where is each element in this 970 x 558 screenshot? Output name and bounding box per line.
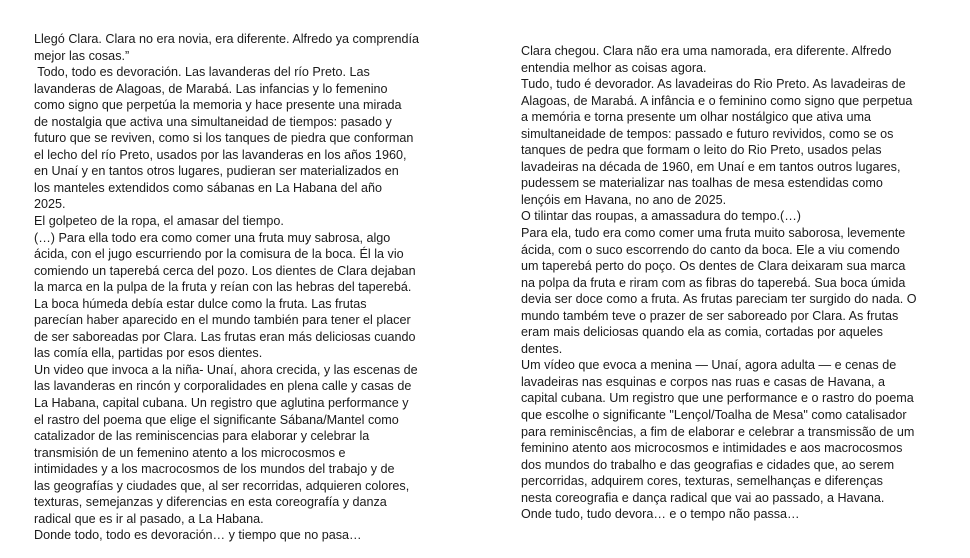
portuguese-text-line: entendia melhor as coisas agora.: [521, 60, 707, 75]
portuguese-text-line: feminino atento aos microcosmos e intimidades e aos macrocosmos: [521, 441, 903, 456]
spanish-text-line: Donde todo, todo es devoración… y tiempo que no pasa…: [34, 528, 362, 543]
portuguese-text-column: [521, 43, 961, 523]
portuguese-text-line: que escolhe o significante "Lençol/Toalha de Mesa" como catalisador: [521, 408, 907, 423]
spanish-text-line: intimidades y a los macrocosmos de los mundos del trabajo y de: [34, 462, 395, 477]
portuguese-text-line: pudessem se materializar nas toalhas de mesa estendidas como: [521, 176, 883, 191]
spanish-text-line: ácida, con el jugo escurriendo por la comisura de la boca. Él la vio: [34, 247, 404, 262]
portuguese-text-line: dos mundos do trabalho e das geografias e cidades que, ao serem: [521, 457, 895, 472]
spanish-text-line: lavanderas de Alagoas, de Marabá. Las infancias y lo femenino: [34, 81, 388, 96]
portuguese-text-line: Onde tudo, tudo devora… e o tempo não passa…: [521, 507, 800, 522]
spanish-text-line: El golpeteo de la ropa, el amasar del tiempo.: [34, 214, 284, 229]
spanish-text-line: el lecho del río Preto, usados por las lavanderas en los años 1960,: [34, 147, 407, 162]
spanish-text-line: las lavanderas en rincón y corporalidades en plena calle y casas de: [34, 379, 412, 394]
spanish-text-line: mejor las cosas.”: [34, 48, 130, 63]
portuguese-text-line: para reminiscências, a fim de elaborar e celebrar a transmissão de um: [521, 424, 915, 439]
portuguese-text-line: nesta coreografia e dança radical que vai ao passado, a Havana.: [521, 490, 885, 505]
spanish-text-line: Llegó Clara. Clara no era novia, era diferente. Alfredo ya comprendía: [34, 32, 420, 46]
spanish-text-line: Un video que invoca a la niña- Unaí, ahora crecida, y las escenas de: [34, 362, 418, 377]
portuguese-text-line: eram mais deliciosas quando ela as comia, cortadas por aqueles: [521, 325, 883, 340]
portuguese-text-line: lavadeiras nas esquinas e corpos nas ruas e casas de Havana, a: [521, 374, 886, 389]
portuguese-text-line: Para ela, tudo era como comer uma fruta muito saborosa, levemente: [521, 226, 906, 241]
spanish-text-line: 2025.: [34, 197, 66, 212]
spanish-text-line: parecían haber aparecido en el mundo también para tener el placer: [34, 313, 411, 328]
spanish-text-line: como signo que perpetúa la memoria y hace presente una mirada: [34, 98, 402, 113]
portuguese-text-line: simultaneidade de tempos: passado e futuro revividos, como se os: [521, 126, 894, 141]
portuguese-text-line: Alagoas, de Marabá. A infância e o feminino como signo que perpetua: [521, 93, 913, 108]
spanish-text-line: las comía ella, partidas por esos dientes.: [34, 346, 263, 361]
spanish-text-line: La boca húmeda debía estar dulce como la fruta. Las frutas: [34, 296, 367, 311]
spanish-text-line: radical que es ir al pasado, a La Habana.: [34, 511, 264, 526]
portuguese-text-line: lençóis em Havana, no ano de 2025.: [521, 192, 727, 207]
spanish-text-line: texturas, semejanzas y diferencias en esta coreografía y danza: [34, 495, 387, 510]
portuguese-text-line: Um vídeo que evoca a menina — Unaí, agora adulta — e cenas de: [521, 358, 897, 373]
portuguese-text-line: mundo também teve o prazer de ser saboreado por Clara. As frutas: [521, 308, 899, 323]
portuguese-text-line: um taperebá perto do poço. Os dentes de Clara deixaram sua marca: [521, 259, 906, 274]
spanish-text-line: Todo, todo es devoración. Las lavanderas del río Preto. Las: [34, 65, 370, 80]
spanish-text-line: comiendo un taperebá cerca del pozo. Los dientes de Clara dejaban: [34, 263, 416, 278]
spanish-text-line: el rastro del poema que elige el significante Sábana/Mantel como: [34, 412, 399, 427]
portuguese-text-line: na polpa da fruta e riram com as fibras do taperebá. Sua boca úmida: [521, 275, 906, 290]
portuguese-text-line: devia ser doce como a fruta. As frutas pareciam ter surgido do nada. O: [521, 292, 917, 307]
spanish-text-line: los manteles extendidos como sábanas en La Habana del año: [34, 180, 382, 195]
portuguese-text-line: capital cubana. Um registro que une performance e o rastro do poema: [521, 391, 914, 406]
portuguese-text-line: dentes.: [521, 341, 563, 356]
spanish-text-line: (…) Para ella todo era como comer una fruta muy sabrosa, algo: [34, 230, 391, 245]
portuguese-text-line: a memória e torna presente um olhar nostálgico que ativa uma: [521, 110, 872, 125]
portuguese-text-line: tanques de pedra que formam o leito do Rio Preto, usados pelas: [521, 143, 882, 158]
spanish-text-line: catalizador de las reminiscencias para elaborar y celebrar la: [34, 429, 370, 444]
spanish-text-line: la marca en la pulpa de la fruta y reían con las hebras del taperebá.: [34, 280, 412, 295]
portuguese-text-line: O tilintar das roupas, a amassadura do tempo.(…): [521, 209, 801, 224]
portuguese-text-line: percorridas, adquirem cores, texturas, semelhanças e diferenças: [521, 474, 883, 489]
portuguese-text-line: Clara chegou. Clara não era uma namorada, era diferente. Alfredo: [521, 44, 892, 58]
spanish-text-line: en Unaí y en tantos otros lugares, pudieran ser materializados en: [34, 164, 399, 179]
portuguese-text-line: Tudo, tudo é devorador. As lavadeiras do Rio Preto. As lavadeiras de: [521, 77, 906, 92]
spanish-text-line: las geografías y ciudades que, al ser recorridas, adquieren colores,: [34, 478, 410, 493]
portuguese-text-line: lavadeiras na década de 1960, em Unaí e em tantos outros lugares,: [521, 159, 901, 174]
spanish-text-line: futuro que se reviven, como si los tanques de piedra que conforman: [34, 131, 414, 146]
spanish-text-line: de nostalgia que activa una simultaneidad de tiempos: pasado y: [34, 114, 392, 129]
spanish-text-column: [34, 31, 454, 544]
portuguese-text-line: ácida, com o suco escorrendo do canto da boca. Ele a viu comendo: [521, 242, 900, 257]
spanish-text-line: transmisión de un femenino atento a los microcosmos e: [34, 445, 346, 460]
spanish-text-line: de ser saboreadas por Clara. Las frutas eran más deliciosas cuando: [34, 329, 416, 344]
spanish-text-line: La Habana, capital cubana. Un registro que aglutina performance y: [34, 396, 409, 411]
